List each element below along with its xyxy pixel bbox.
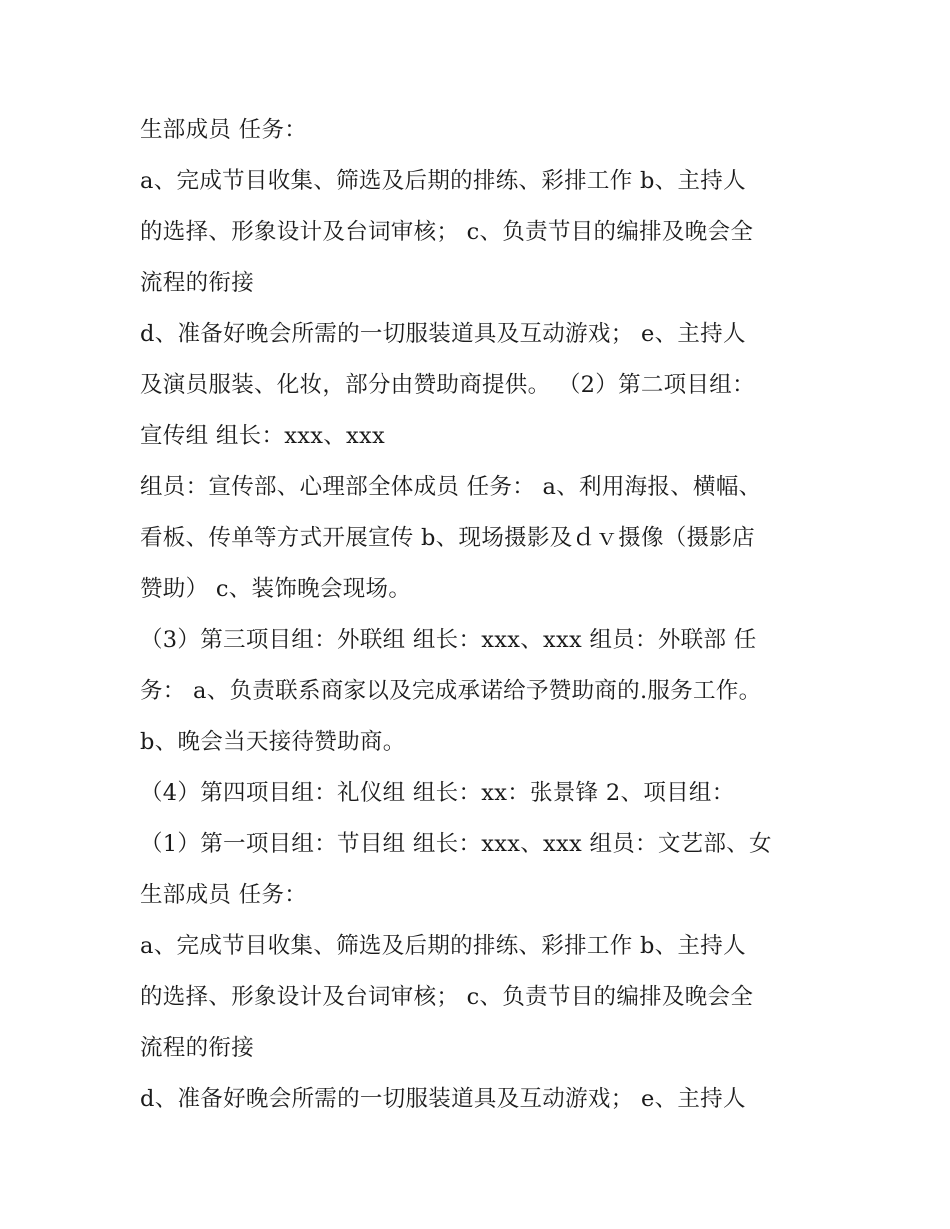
text-line: 赞助） c、装饰晚会现场。: [140, 576, 412, 602]
text-line: （1）第一项目组：节目组 组长：xxx、xxx 组员：文艺部、女: [140, 831, 772, 857]
text-line: 宣传组 组长：xxx、xxx: [140, 423, 385, 449]
text-line: 及演员服装、化妆，部分由赞助商提供。 （2）第二项目组：: [140, 372, 755, 398]
text-line: 流程的衔接: [140, 270, 255, 296]
text-line: 的选择、形象设计及台词审核； c、负责节目的编排及晚会全: [140, 219, 754, 245]
text-line: d、准备好晚会所需的一切服装道具及互动游戏； e、主持人: [140, 321, 746, 347]
text-line: 流程的衔接: [140, 1035, 255, 1061]
text-line: b、晚会当天接待赞助商。: [140, 729, 406, 755]
text-line: 生部成员 任务：: [140, 117, 308, 143]
text-line: d、准备好晚会所需的一切服装道具及互动游戏； e、主持人: [140, 1086, 746, 1112]
text-line: （3）第三项目组：外联组 组长：xxx、xxx 组员：外联部 任: [140, 627, 757, 653]
text-line: 生部成员 任务：: [140, 882, 308, 908]
text-line: （4）第四项目组：礼仪组 组长：xx：张景锋 2、项目组：: [140, 780, 735, 806]
text-line: 的选择、形象设计及台词审核； c、负责节目的编排及晚会全: [140, 984, 754, 1010]
text-line: 看板、传单等方式开展宣传 b、现场摄影及ｄｖ摄像（摄影店: [140, 525, 755, 551]
text-line: 务： a、负责联系商家以及完成承诺给予赞助商的.服务工作。: [140, 678, 762, 704]
document-body: [140, 105, 820, 1125]
text-line: 组员：宣传部、心理部全体成员 任务： a、利用海报、横幅、: [140, 474, 762, 500]
text-line: a、完成节目收集、筛选及后期的排练、彩排工作 b、主持人: [140, 168, 746, 194]
text-line: a、完成节目收集、筛选及后期的排练、彩排工作 b、主持人: [140, 933, 746, 959]
